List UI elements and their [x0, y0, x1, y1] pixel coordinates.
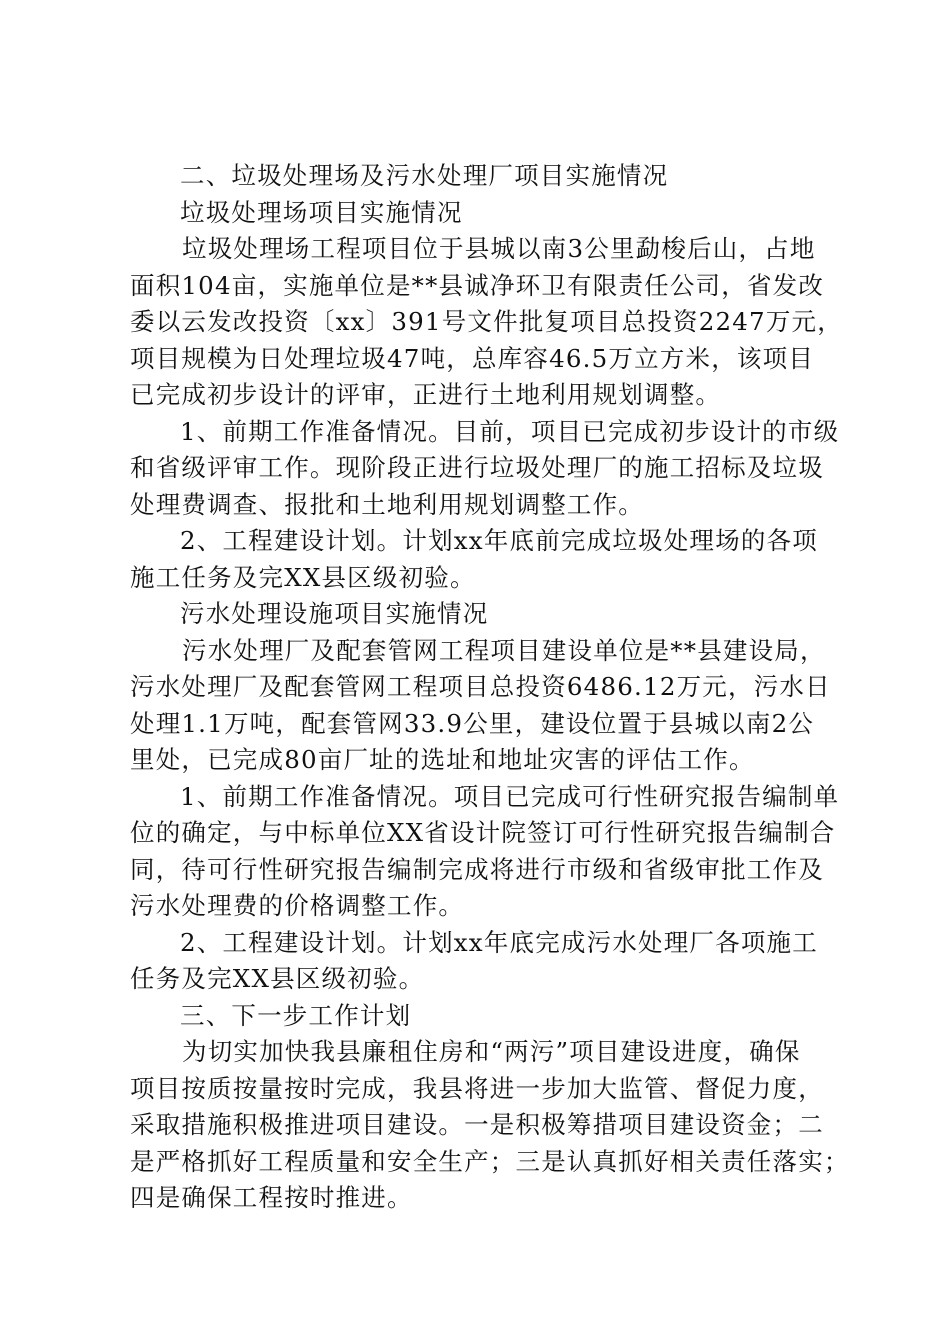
paragraph-line: 垃圾处理场工程项目位于县城以南3公里勐梭后山，占地: [182, 234, 816, 263]
paragraph-line: 同，待可行性研究报告编制完成将进行市级和省级审批工作及: [130, 854, 824, 884]
subsection-heading: 污水处理设施项目实施情况: [180, 599, 489, 628]
paragraph-line: 2、工程建设计划。计划xx年底前完成垃圾处理场的各项: [180, 526, 818, 555]
document-body: [130, 158, 850, 1217]
paragraph-line: 位的确定，与中标单位XX省设计院签订可行性研究报告编制合: [130, 818, 836, 847]
paragraph-line: 为切实加快我县廉租住房和“两污”项目建设进度，确保: [182, 1037, 801, 1066]
paragraph-line: 委以云发改投资〔xx〕391号文件批复项目总投资2247万元，: [130, 307, 843, 336]
paragraph-line: 是严格抓好工程质量和安全生产；三是认真抓好相关责任落实；: [130, 1146, 850, 1176]
paragraph-line: 已完成初步设计的评审，正进行土地利用规划调整。: [130, 380, 722, 409]
paragraph-line: 1、前期工作准备情况。目前，项目已完成初步设计的市级: [180, 416, 840, 446]
section-heading: 二、垃圾处理场及污水处理厂项目实施情况: [180, 161, 669, 190]
paragraph-line: 任务及完XX县区级初验。: [130, 964, 425, 993]
paragraph-line: 污水处理厂及配套管网工程项目总投资6486.12万元，污水日: [130, 672, 831, 701]
paragraph-line: 四是确保工程按时推进。: [130, 1183, 413, 1212]
paragraph-line: 污水处理厂及配套管网工程项目建设单位是**县建设局，: [182, 635, 826, 665]
subsection-heading: 垃圾处理场项目实施情况: [180, 197, 463, 227]
paragraph-line: 2、工程建设计划。计划xx年底完成污水处理厂各项施工: [180, 927, 818, 957]
paragraph-line: 里处，已完成80亩厂址的选址和地址灾害的评估工作。: [130, 745, 755, 774]
paragraph-line: 1、前期工作准备情况。项目已完成可行性研究报告编制单: [180, 781, 840, 811]
paragraph-line: 面积104亩，实施单位是**县诚净环卫有限责任公司，省发改: [130, 270, 825, 300]
section-heading: 三、下一步工作计划: [180, 1000, 412, 1030]
paragraph-line: 施工任务及完XX县区级初验。: [130, 562, 476, 592]
paragraph-line: 采取措施积极推进项目建设。一是积极筹措项目建设资金；二: [130, 1110, 824, 1139]
paragraph-line: 项目按质按量按时完成，我县将进一步加大监管、督促力度，: [130, 1073, 824, 1103]
paragraph-line: 处理1.1万吨，配套管网33.9公里，建设位置于县城以南2公: [130, 708, 815, 738]
paragraph-line: 和省级评审工作。现阶段正进行垃圾处理厂的施工招标及垃圾: [130, 453, 824, 482]
paragraph-line: 处理费调查、报批和土地利用规划调整工作。: [130, 489, 644, 519]
paragraph-line: 污水处理费的价格调整工作。: [130, 891, 465, 920]
paragraph-line: 项目规模为日处理垃圾47吨，总库容46.5万立方米，该项目: [130, 343, 815, 373]
